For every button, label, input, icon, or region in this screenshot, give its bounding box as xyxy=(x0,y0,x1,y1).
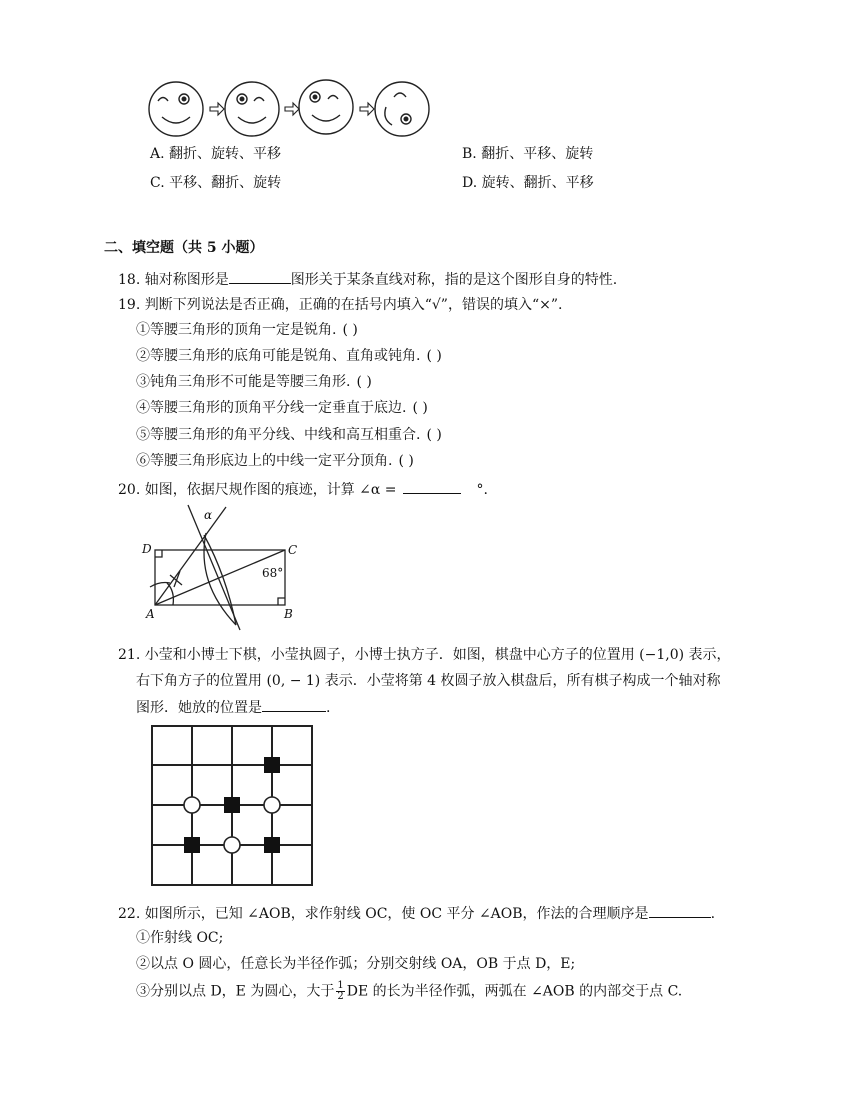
q19-item-2 xyxy=(136,346,442,366)
q19-item-3-paren[interactable]: ( ) xyxy=(356,374,372,390)
q19-item-1-text: ①等腰三角形的顶角一定是锐角. xyxy=(136,322,337,338)
label-a: A xyxy=(146,607,155,621)
q20-text-pre: 20. 如图，依据尺规作图的痕迹，计算 ∠α = xyxy=(118,482,397,498)
q19-item-5-text: ⑤等腰三角形的角平分线、中线和高互相重合. xyxy=(136,427,421,443)
question-19-stem: 19. 判断下列说法是否正确，正确的在括号内填入“√”，错误的填入“×”. xyxy=(118,297,563,313)
q22-step-2: ②以点 O 圆心，任意长为半径作弧；分别交射线 OA，OB 于点 D，E; xyxy=(136,956,576,972)
q21-text-pre: 图形．她放的位置是 xyxy=(136,700,262,716)
label-d: D xyxy=(142,542,152,556)
q22-step-1: ①作射线 OC; xyxy=(136,930,224,946)
label-alpha: α xyxy=(204,508,213,522)
question-21-line-1: 21. 小莹和小博士下棋，小莹执圆子，小博士执方子．如图，棋盘中心方子的位置用 (−1,0) 表示， xyxy=(118,647,731,663)
fraction-denominator: 2 xyxy=(337,991,344,1002)
question-22-stem xyxy=(118,903,715,924)
q19-item-6-text: ⑥等腰三角形底边上的中线一定平分顶角. xyxy=(136,453,393,469)
q20-answer-blank[interactable] xyxy=(403,479,461,494)
q19-item-5-paren[interactable]: ( ) xyxy=(426,427,442,443)
face-1 xyxy=(149,82,203,136)
q19-item-3-text: ③钝角三角形不可能是等腰三角形. xyxy=(136,374,351,390)
q18-answer-blank[interactable] xyxy=(229,269,291,284)
question-21-line-3 xyxy=(136,697,330,718)
q20-text-post: °. xyxy=(476,482,488,498)
q19-item-3 xyxy=(136,372,372,392)
q19-item-4-paren[interactable]: ( ) xyxy=(412,400,428,416)
chess-board-figure xyxy=(150,724,314,887)
option-c[interactable]: C. 平移、翻折、旋转 xyxy=(150,175,282,191)
q19-item-1-paren[interactable]: ( ) xyxy=(342,322,358,338)
round-piece xyxy=(184,797,200,813)
q19-item-5 xyxy=(136,425,442,445)
label-c: C xyxy=(288,543,298,557)
round-piece xyxy=(264,797,280,813)
q22-step-3-post: DE 的长为半径作弧，两弧在 ∠AOB 的内部交于点 C. xyxy=(346,983,683,1000)
faces-figure xyxy=(140,75,440,145)
q18-text-post: 图形关于某条直线对称，指的是这个图形自身的特性. xyxy=(290,272,618,288)
label-angle-68: 68° xyxy=(262,566,284,580)
q19-item-2-paren[interactable]: ( ) xyxy=(426,348,442,364)
q22-text-post: . xyxy=(710,906,716,922)
fraction-one-half xyxy=(336,981,344,1002)
option-d[interactable]: D. 旋转、翻折、平移 xyxy=(462,175,594,191)
square-piece xyxy=(224,797,240,813)
q22-step-3-pre: ③分别以点 D，E 为圆心，大于 xyxy=(136,983,335,1000)
square-piece xyxy=(264,757,280,773)
question-20 xyxy=(118,479,488,500)
q21-answer-blank[interactable] xyxy=(262,697,326,712)
q22-text-pre: 22. 如图所示，已知 ∠AOB，求作射线 OC，使 OC 平分 ∠AOB，作法的合理顺序是 xyxy=(118,906,649,922)
q19-item-6 xyxy=(136,451,414,471)
q19-item-6-paren[interactable]: ( ) xyxy=(398,453,414,469)
option-a[interactable]: A. 翻折、旋转、平移 xyxy=(150,146,282,162)
q21-text-post: . xyxy=(326,700,331,716)
face-2 xyxy=(225,82,279,136)
square-piece xyxy=(184,837,200,853)
fraction-numerator: 1 xyxy=(337,980,344,991)
q20-rectangle-figure xyxy=(140,505,310,630)
q22-step-3 xyxy=(136,981,682,1002)
section-title: 二、填空题（共 5 小题） xyxy=(104,240,264,256)
q22-answer-blank[interactable] xyxy=(649,903,711,918)
q19-item-1 xyxy=(136,320,358,340)
question-18 xyxy=(118,269,617,290)
question-21-line-2: 右下角方子的位置用 (0, − 1) 表示．小莹将第 4 枚圆子放入棋盘后，所有棋子构成一个轴对称 xyxy=(136,673,721,689)
option-b[interactable]: B. 翻折、平移、旋转 xyxy=(462,146,594,162)
arrow-3 xyxy=(360,103,374,115)
label-b: B xyxy=(284,607,293,621)
round-piece xyxy=(224,837,240,853)
q19-item-4-text: ④等腰三角形的顶角平分线一定垂直于底边. xyxy=(136,400,407,416)
q19-item-2-text: ②等腰三角形的底角可能是锐角、直角或钝角. xyxy=(136,348,421,364)
q18-text-pre: 18. 轴对称图形是 xyxy=(118,272,229,288)
square-piece xyxy=(264,837,280,853)
face-3 xyxy=(299,80,353,134)
arrow-2 xyxy=(285,103,299,115)
face-4 xyxy=(375,82,429,136)
arrow-1 xyxy=(210,103,224,115)
q19-item-4 xyxy=(136,398,428,418)
